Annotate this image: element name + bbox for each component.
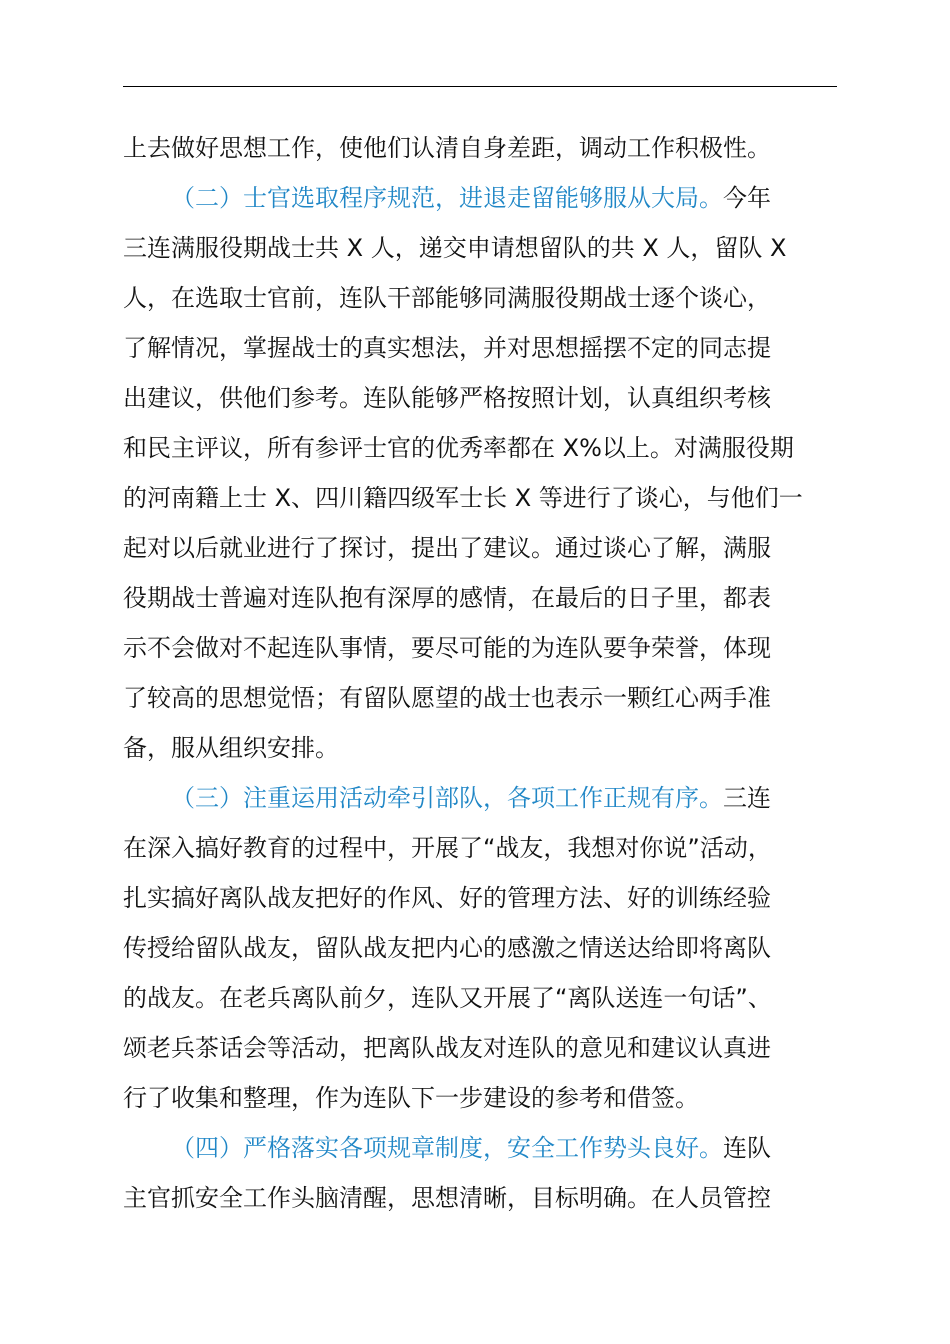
text-line: 出建议，供他们参考。连队能够严格按照计划，认真组织考核	[123, 384, 771, 412]
text-line: 示不会做对不起连队事情，要尽可能的为连队要争荣誉，体现	[123, 634, 771, 662]
text-line: 了解情况，掌握战士的真实想法，并对思想摇摆不定的同志提	[123, 334, 771, 362]
text-line: 主官抓安全工作头脑清醒，思想清晰，目标明确。在人员管控	[123, 1184, 771, 1212]
text-line: 上去做好思想工作，使他们认清自身差距，调动工作积极性。	[123, 134, 771, 162]
text-line: 颂老兵茶话会等活动，把离队战友对连队的意见和建议认真进	[123, 1034, 771, 1062]
text-line: 三连满服役期战士共 X 人，递交申请想留队的共 X 人，留队 X	[123, 234, 787, 262]
text-line: 行了收集和整理，作为连队下一步建设的参考和借签。	[123, 1084, 699, 1112]
text-line: 人，在选取士官前，连队干部能够同满服役期战士逐个谈心，	[123, 284, 771, 312]
text-line: 役期战士普遍对连队抱有深厚的感情，在最后的日子里，都表	[123, 584, 771, 612]
section-heading: （三）注重运用活动牵引部队，各项工作正规有序。	[171, 784, 723, 812]
text-line: 的战友。在老兵离队前夕，连队又开展了“离队送连一句话”、	[123, 984, 772, 1012]
text-line: 了较高的思想觉悟；有留队愿望的战士也表示一颗红心两手准	[123, 684, 771, 712]
text-run: 今年	[723, 184, 771, 212]
text-line: 的河南籍上士 X、四川籍四级军士长 X 等进行了谈心，与他们一	[123, 484, 803, 512]
paragraph-2-first-line	[171, 178, 771, 218]
section-heading: （二）士官选取程序规范，进退走留能够服从大局。	[171, 184, 723, 212]
section-heading: （四）严格落实各项规章制度，安全工作势头良好。	[171, 1134, 723, 1162]
paragraph-4-first-line	[171, 1128, 771, 1168]
text-line: 起对以后就业进行了探讨，提出了建议。通过谈心了解，满服	[123, 534, 771, 562]
text-line: 和民主评议，所有参评士官的优秀率都在 X%以上。对满服役期	[123, 434, 794, 462]
paragraph-3-first-line	[171, 778, 771, 818]
header-rule	[123, 86, 837, 87]
text-run: 三连	[723, 784, 771, 812]
text-line: 扎实搞好离队战友把好的作风、好的管理方法、好的训练经验	[123, 884, 771, 912]
text-line: 在深入搞好教育的过程中，开展了“战友，我想对你说”活动，	[123, 834, 772, 862]
text-run: 连队	[723, 1134, 771, 1162]
text-line: 备，服从组织安排。	[123, 734, 339, 762]
text-line: 传授给留队战友，留队战友把内心的感激之情送达给即将离队	[123, 934, 771, 962]
